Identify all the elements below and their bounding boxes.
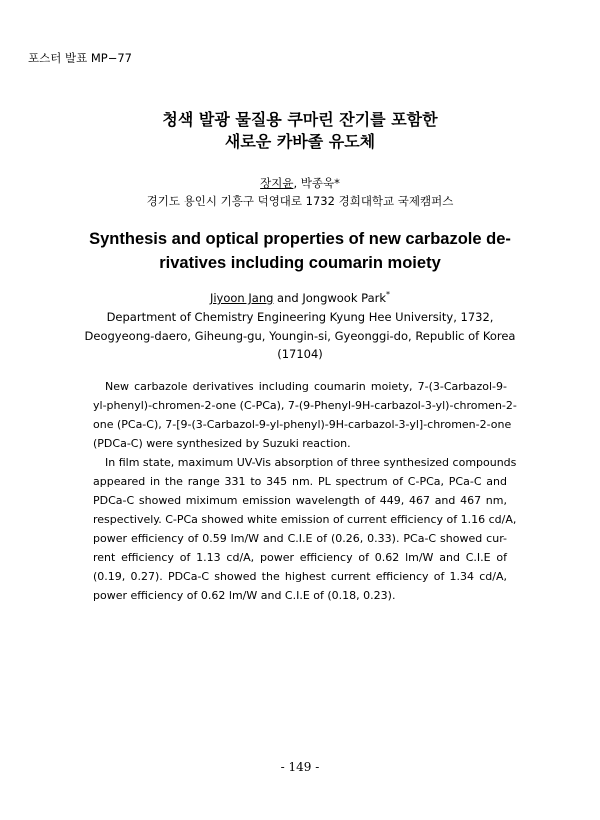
korean-authors [0, 175, 600, 191]
english-coauthors: and Jongwook Park [273, 290, 387, 305]
english-title-line-1: Synthesis and optical properties of new carbazole de- [89, 230, 511, 248]
abstract-line: yl-phenyl)-chromen-2-one (C-PCa), 7-(9-Phenyl-9H-carbazol-3-yl)-chromen-2- [93, 399, 517, 412]
abstract-line: New carbazole derivatives including coumarin moiety, 7-(3-Carbazol-9- [105, 380, 507, 393]
korean-title-line-1: 청색 발광 물질용 쿠마린 잔기를 포함한 [162, 110, 438, 129]
english-affiliation-line-3: (17104) [277, 347, 323, 361]
abstract-line: (0.19, 0.27). PDCa-C showed the highest current efficiency of 1.34 cd/A, [93, 570, 507, 583]
abstract-line: one (PCa-C), 7-[9-(3-Carbazol-9-yl-phenyl)-9H-carbazol-3-yl]-chromen-2-one [93, 418, 512, 431]
abstract-line: In film state, maximum UV-Vis absorption of three synthesized compounds [105, 456, 517, 469]
english-affiliation-line-2: Deogyeong-daero, Giheung-gu, Youngin-si, Gyeonggi-do, Republic of Korea [84, 329, 516, 343]
english-affiliation-line-1: Department of Chemistry Engineering Kyung Hee University, 1732, [106, 310, 494, 324]
english-presenter: Jiyoon Jang [209, 290, 274, 305]
session-code: 포스터 발표 MP−77 [28, 51, 132, 65]
korean-presenter: 장지윤 [260, 176, 294, 190]
korean-affiliation: 경기도 용인시 기흥구 덕영대로 1732 경희대학교 국제캠퍼스 [146, 194, 454, 208]
korean-coauthors: , 박종욱* [293, 176, 340, 190]
abstract-line: (PDCa-C) were synthesized by Suzuki reaction. [93, 437, 351, 450]
abstract-paragraph-1 [93, 377, 517, 453]
abstract-paragraph-2 [93, 453, 517, 605]
abstract-line: power efficiency of 0.62 lm/W and C.I.E of (0.18, 0.23). [93, 589, 396, 602]
english-title-line-2: rivatives including coumarin moiety [159, 254, 441, 272]
corresponding-author-mark: * [386, 290, 391, 299]
abstract-line: respectively. C-PCa showed white emission of current efficiency of 1.16 cd/A, [93, 513, 517, 526]
korean-title-line-2: 새로운 카바졸 유도체 [224, 132, 376, 151]
abstract-line: power efficiency of 0.59 lm/W and C.I.E of (0.26, 0.33). PCa-C showed cur- [93, 532, 507, 545]
abstract-line: appeared in the range 331 to 345 nm. PL spectrum of C-PCa, PCa-C and [93, 475, 507, 488]
abstract-line: PDCa-C showed miximum emission wavelength of 449, 467 and 467 nm, [93, 494, 507, 507]
abstract-line: rent efficiency of 1.13 cd/A, power efficiency of 0.62 lm/W and C.I.E of [93, 551, 507, 564]
english-authors [0, 290, 600, 305]
page-number: - 149 - [280, 760, 320, 774]
